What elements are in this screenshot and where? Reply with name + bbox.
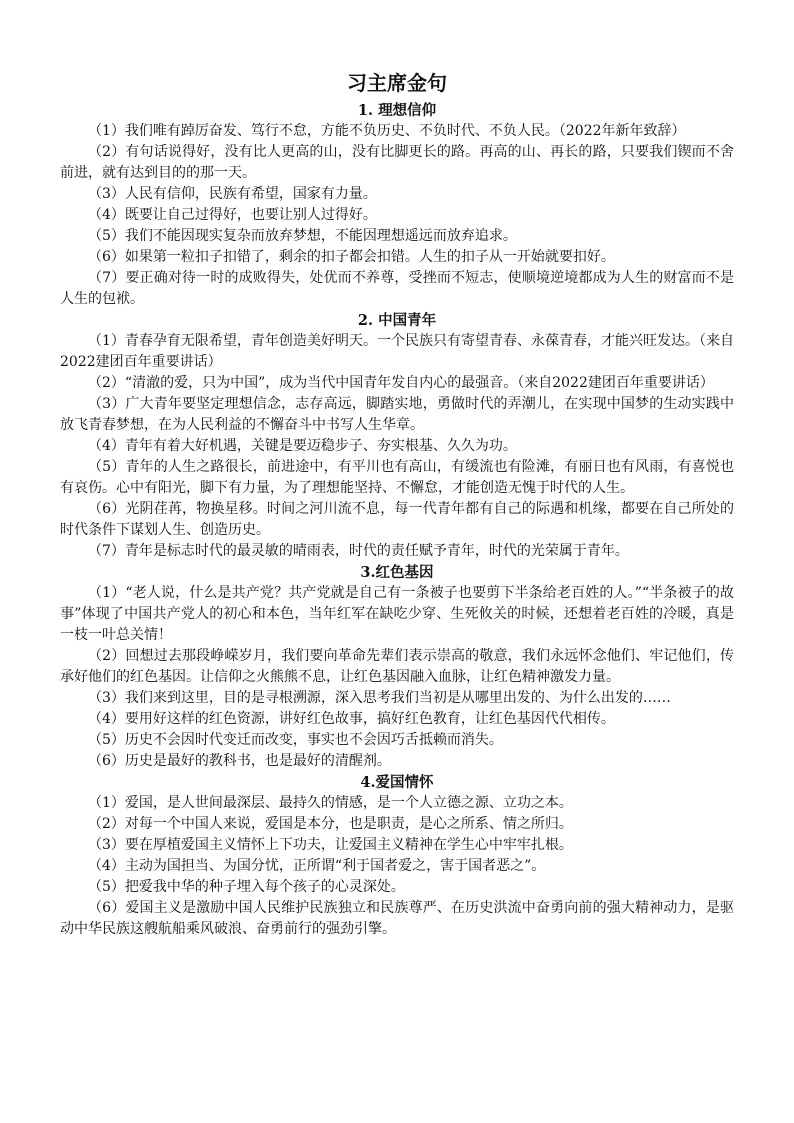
document-page — [60, 70, 734, 940]
quote-paragraph: （5）青年的人生之路很长，前进途中，有平川也有高山，有缓流也有险滩，有丽日也有风雨，有喜悦也有哀伤。心中有阳光，脚下有力量，为了理想能坚持、不懈怠，才能创造无愧于时代的人生。 — [60, 459, 734, 496]
quote-paragraph: （2）有句话说得好，没有比人更高的山，没有比脚更长的路。再高的山、再长的路，只要我们锲而不舍前进，就有达到目的的那一天。 — [60, 144, 734, 181]
quote-paragraph: （4）青年有着大好机遇，关键是要迈稳步子、夯实根基、久久为功。 — [88, 438, 517, 454]
quote-paragraph: （3）要在厚植爱国主义情怀上下功夫，让爱国主义精神在学生心中牢牢扎根。 — [88, 837, 573, 853]
section-heading-youth: 2. 中国青年 — [357, 312, 437, 329]
quote-paragraph: （1）我们唯有踔厉奋发、笃行不怠，方能不负历史、不负时代、不负人民。（2022年新年致辞） — [88, 123, 686, 139]
quote-paragraph: （4）主动为国担当、为国分忧，正所谓“利于国者爱之，害于国者恶之”。 — [88, 858, 546, 874]
quote-paragraph: （2）“清澈的爱，只为中国”，成为当代中国青年发自内心的最强音。（来自2022建团百年重要讲话） — [88, 375, 714, 391]
quote-paragraph: （1）爱国，是人世间最深层、最持久的情感，是一个人立德之源、立功之本。 — [88, 795, 573, 811]
quote-paragraph: （3）人民有信仰，民族有希望，国家有力量。 — [88, 186, 377, 202]
section-heading-patriotism: 4.爱国情怀 — [360, 774, 434, 791]
quote-paragraph: （5）把爱我中华的种子埋入每个孩子的心灵深处。 — [88, 879, 405, 895]
quote-paragraph: （4）要用好这样的红色资源，讲好红色故事，搞好红色教育，让红色基因代代相传。 — [88, 711, 615, 727]
quote-paragraph: （6）如果第一粒扣子扣错了，剩余的扣子都会扣错。人生的扣子从一开始就要扣好。 — [88, 249, 615, 265]
quote-paragraph: （2）对每一个中国人来说，爱国是本分，也是职责，是心之所系、情之所归。 — [88, 816, 573, 832]
quote-paragraph: （7）要正确对待一时的成败得失，处优而不养尊，受挫而不短志，使顺境逆境都成为人生的财富而不是人生的包袱。 — [60, 270, 734, 307]
quote-paragraph: （5）历史不会因时代变迁而改变，事实也不会因巧舌抵赖而消失。 — [88, 732, 503, 748]
quote-paragraph: （1）“老人说，什么是共产党？共产党就是自己有一条被子也要剪下半条给老百姓的人。”“半条被子的故事”体现了中国共产党人的初心和本色，当年红军在缺吃少穿、生死攸关的时候，还想着老百姓的冷暖，真是一枝一叶总关情！ — [60, 585, 734, 643]
quote-paragraph: （1）青春孕育无限希望，青年创造美好明天。一个民族只有寄望青春、永葆青春，才能兴旺发达。（来自2022建团百年重要讲话） — [60, 333, 734, 370]
quote-paragraph: （5）我们不能因现实复杂而放弃梦想，不能因理想遥远而放弃追求。 — [88, 228, 517, 244]
section-heading-red-gene: 3.红色基因 — [360, 564, 434, 581]
quote-paragraph: （7）青年是标志时代的最灵敏的晴雨表，时代的责任赋予青年，时代的光荣属于青年。 — [88, 543, 629, 559]
quote-paragraph: （6）爱国主义是激励中国人民维护民族独立和民族尊严、在历史洪流中奋勇向前的强大精神动力，是驱动中华民族这艘航船乘风破浪、奋勇前行的强劲引擎。 — [60, 900, 734, 937]
quote-paragraph: （6）历史是最好的教科书，也是最好的清醒剂。 — [88, 753, 391, 769]
document-title: 习主席金句 — [347, 71, 447, 95]
section-heading-ideals: 1. 理想信仰 — [357, 102, 437, 119]
quote-paragraph: （3）我们来到这里，目的是寻根溯源，深入思考我们当初是从哪里出发的、为什么出发的…… — [88, 690, 671, 706]
quote-paragraph: （6）光阴荏苒，物换星移。时间之河川流不息，每一代青年都有自己的际遇和机缘，都要在自己所处的时代条件下谋划人生、创造历史。 — [60, 501, 734, 538]
quote-paragraph: （2）回想过去那段峥嵘岁月，我们要向革命先辈们表示崇高的敬意，我们永远怀念他们、牢记他们，传承好他们的红色基因。让信仰之火熊熊不息，让红色基因融入血脉，让红色精神激发力量。 — [60, 648, 734, 685]
quote-paragraph: （3）广大青年要坚定理想信念，志存高远，脚踏实地，勇做时代的弄潮儿，在实现中国梦的生动实践中放飞青春梦想，在为人民利益的不懈奋斗中书写人生华章。 — [60, 396, 734, 433]
quote-paragraph: （4）既要让自己过得好，也要让别人过得好。 — [88, 207, 377, 223]
